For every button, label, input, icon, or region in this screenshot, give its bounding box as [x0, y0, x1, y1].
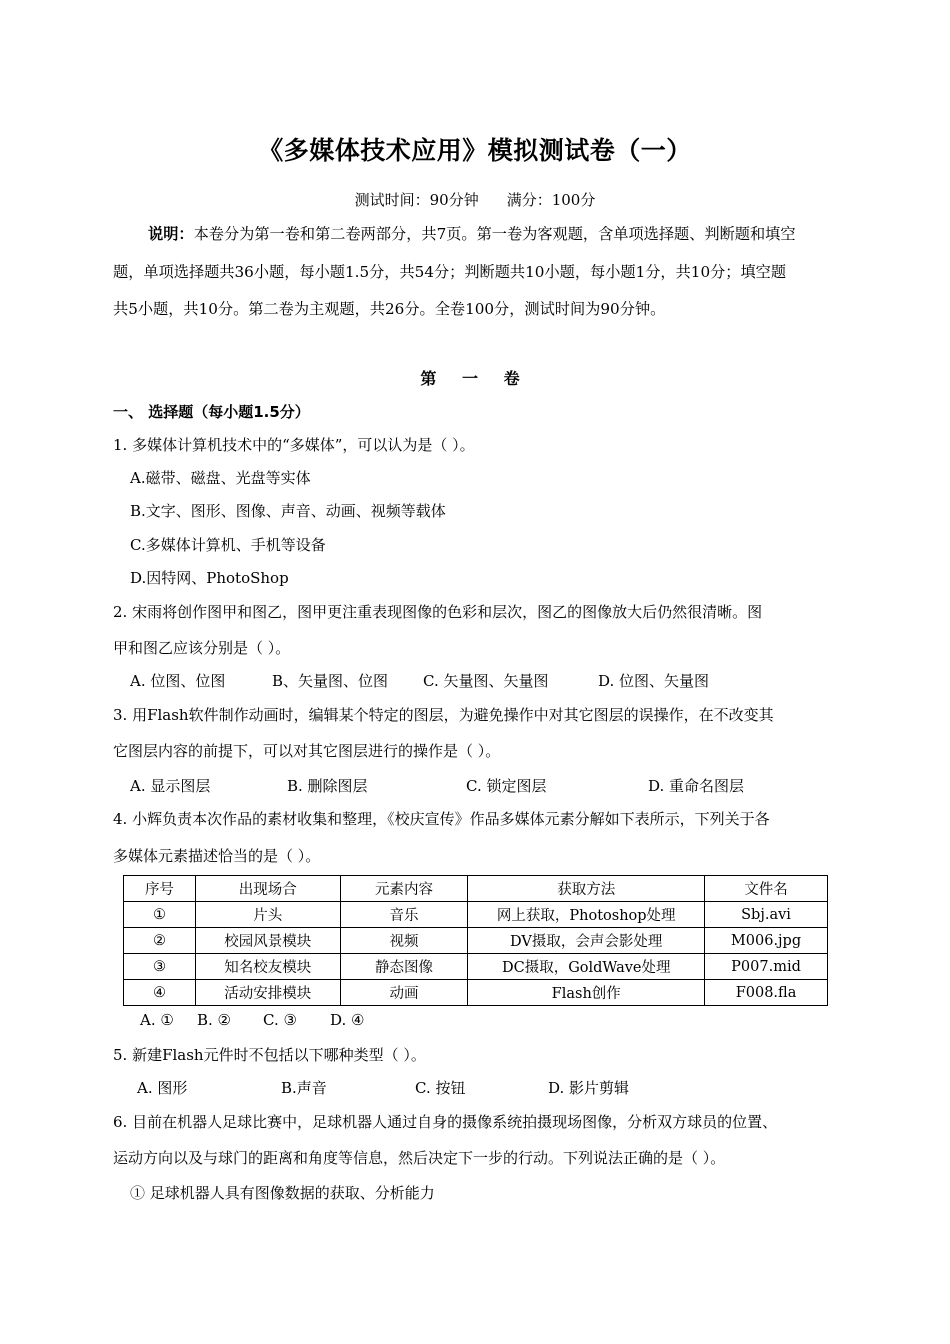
page-title: 《多媒体技术应用》模拟测试卷（一）: [258, 136, 692, 165]
table-row: [124, 980, 828, 1006]
q3-option-d: D. 重命名图层: [648, 777, 745, 795]
question-3-line-2: 它图层内容的前提下，可以对其它图层进行的操作是（ ）。: [113, 742, 501, 760]
q1-option-c: C.多媒体计算机、手机等设备: [130, 536, 326, 554]
table-header: 文件名: [705, 876, 828, 902]
q5-option-c: C. 按钮: [415, 1079, 466, 1097]
q2-option-a: A. 位图、位图: [130, 672, 226, 690]
q5-option-d: D. 影片剪辑: [548, 1079, 630, 1097]
q1-option-d: D.因特网、PhotoShop: [130, 569, 289, 587]
description-line-3: 共5小题，共10分。第二卷为主观题，共26分。全卷100分，测试时间为90分钟。: [113, 300, 666, 318]
q2-option-d: D. 位图、矢量图: [598, 672, 710, 690]
table-cell: 音乐: [340, 902, 468, 928]
description-label: 说明：: [148, 225, 194, 243]
q4-option-c: C. ③: [263, 1011, 297, 1029]
table-header: 获取方法: [468, 876, 705, 902]
table-cell: DC摄取，GoldWave处理: [468, 954, 705, 980]
q3-option-b: B. 删除图层: [287, 777, 368, 795]
q2-option-c: C. 矢量图、矢量图: [423, 672, 549, 690]
question-6-line-1: 6. 目前在机器人足球比赛中，足球机器人通过自身的摄像系统拍摄现场图像，分析双方球员的位置、: [113, 1113, 778, 1131]
description-line-1: [148, 223, 796, 244]
table-cell: P007.mid: [705, 954, 828, 980]
description-line-2: 题，单项选择题共36小题，每小题1.5分，共54分；判断题共10小题，每小题1分，共10分；填空题: [113, 263, 787, 281]
question-4-line-2: 多媒体元素描述恰当的是（ ）。: [113, 847, 321, 865]
q5-option-b: B.声音: [281, 1079, 327, 1097]
q2-option-b: B、矢量图、位图: [272, 672, 389, 690]
table-cell: DV摄取，会声会影处理: [468, 928, 705, 954]
media-elements-table: [123, 875, 828, 1006]
table-cell: ③: [124, 954, 196, 980]
table-cell: 知名校友模块: [195, 954, 340, 980]
table-cell: 校园风景模块: [195, 928, 340, 954]
section-heading: 一、 选择题（每小题1.5分）: [113, 403, 310, 421]
table-cell: 网上获取，Photoshop处理: [468, 902, 705, 928]
table-cell: 静态图像: [340, 954, 468, 980]
q4-option-b: B. ②: [197, 1011, 232, 1029]
table-cell: 视频: [340, 928, 468, 954]
question-1: 1. 多媒体计算机技术中的“多媒体”，可以认为是（ ）。: [113, 436, 475, 454]
q4-option-d: D. ④: [330, 1011, 365, 1029]
table-row: [124, 954, 828, 980]
exam-meta: [0, 189, 950, 210]
volume-heading: 第 一 卷: [420, 369, 530, 388]
q3-option-c: C. 锁定图层: [466, 777, 547, 795]
table-cell: 活动安排模块: [195, 980, 340, 1006]
q5-option-a: A. 图形: [137, 1079, 188, 1097]
exam-score: 满分：100分: [506, 191, 596, 209]
table-cell: 片头: [195, 902, 340, 928]
q1-option-a: A.磁带、磁盘、光盘等实体: [130, 469, 311, 487]
table-header-row: [124, 876, 828, 902]
q4-option-a: A. ①: [140, 1011, 174, 1029]
q6-item-1: ① 足球机器人具有图像数据的获取、分析能力: [130, 1184, 435, 1202]
question-5: 5. 新建Flash元件时不包括以下哪种类型（ ）。: [113, 1046, 426, 1064]
table-row: [124, 902, 828, 928]
table-cell: ②: [124, 928, 196, 954]
description-text-1: 本卷分为第一卷和第二卷两部分，共7页。第一卷为客观题，含单项选择题、判断题和填空: [193, 225, 796, 243]
question-6-line-2: 运动方向以及与球门的距离和角度等信息，然后决定下一步的行动。下列说法正确的是（ ）。: [113, 1149, 726, 1167]
table-row: [124, 928, 828, 954]
table-cell: 动画: [340, 980, 468, 1006]
table-header: 序号: [124, 876, 196, 902]
question-4-line-1: 4. 小辉负责本次作品的素材收集和整理，《校庆宣传》作品多媒体元素分解如下表所示，下列关于各: [113, 810, 770, 828]
question-3-line-1: 3. 用Flash软件制作动画时，编辑某个特定的图层，为避免操作中对其它图层的误操作，在不改变其: [113, 706, 774, 724]
table-cell: F008.fla: [705, 980, 828, 1006]
table-header: 出现场合: [195, 876, 340, 902]
q3-option-a: A. 显示图层: [130, 777, 211, 795]
question-2-line-2: 甲和图乙应该分别是（ ）。: [113, 639, 291, 657]
question-2-line-1: 2. 宋雨将创作图甲和图乙，图甲更注重表现图像的色彩和层次，图乙的图像放大后仍然很清晰。图: [113, 603, 763, 621]
table-cell: ④: [124, 980, 196, 1006]
table-cell: M006.jpg: [705, 928, 828, 954]
table-cell: Flash创作: [468, 980, 705, 1006]
table-cell: ①: [124, 902, 196, 928]
table-header: 元素内容: [340, 876, 468, 902]
q1-option-b: B.文字、图形、图像、声音、动画、视频等载体: [130, 502, 446, 520]
exam-time: 测试时间：90分钟: [354, 191, 479, 209]
table-cell: Sbj.avi: [705, 902, 828, 928]
